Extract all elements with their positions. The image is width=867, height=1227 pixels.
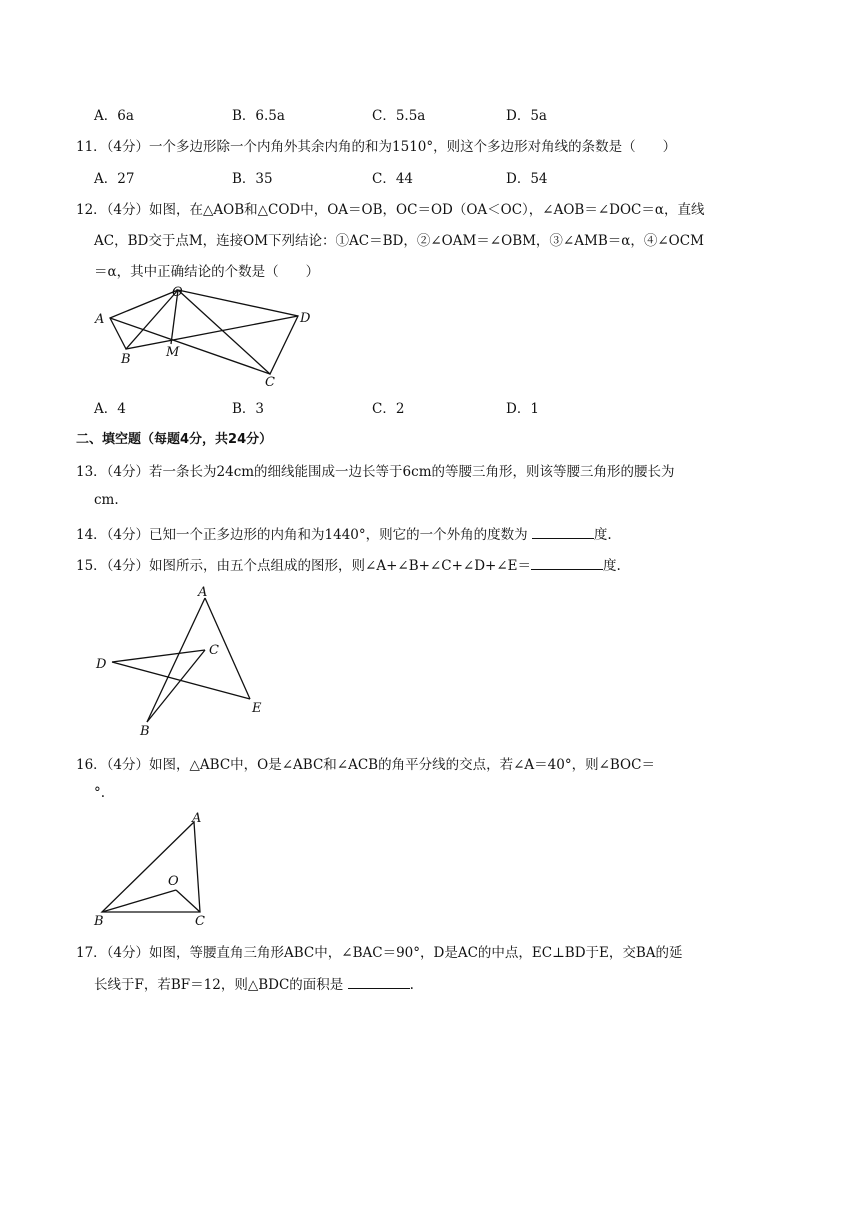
label-a: A (95, 312, 105, 327)
q11-option-b: B．35 (232, 171, 273, 187)
q15-text: 15．（4分）如图所示，由五个点组成的图形，则∠A+∠B+∠C+∠D+∠E＝ (76, 558, 531, 574)
q15-figure (92, 582, 272, 742)
q12-option-c: C．2 (372, 401, 405, 417)
q11-option-c: C．44 (372, 171, 414, 187)
q12-line1: 12．（4分）如图，在△AOB和△COD中，OA＝OB，OC＝OD（OA＜OC），∠AOB＝∠DOC＝α，直线 (76, 202, 705, 218)
label-o: O (168, 874, 179, 889)
q15-line (76, 554, 621, 574)
q16-line1: 16．（4分）如图，△ABC中，O是∠ABC和∠ACB的角平分线的交点，若∠A＝40°，则∠BOC＝ (76, 757, 655, 773)
q13-line1: 13．（4分）若一条长为24cm的细线能围成一边长等于6cm的等腰三角形，则该等腰三角形的腰长为 (76, 464, 675, 480)
q12-option-a: A．4 (94, 401, 126, 417)
q11-option-d: D．54 (506, 171, 548, 187)
line-dc (112, 650, 205, 662)
q12-figure (88, 282, 318, 388)
q14-line (76, 523, 612, 543)
triangle-cod (178, 290, 298, 374)
q12-line2: AC，BD交于点M，连接OM下列结论：①AC＝BD，②∠OAM＝∠OBM，③∠AMB＝α，④∠OCM (94, 233, 704, 249)
q16-line2: °. (94, 785, 106, 801)
line-co (176, 890, 200, 912)
q17-line2-wrap (94, 973, 414, 993)
label-o: O (172, 285, 183, 300)
section-2-heading: 二、填空题（每题4分，共24分） (76, 432, 273, 447)
q11-text: 11．（4分）一个多边形除一个内角外其余内角的和为1510°，则这个多边形对角线的条数是（ ） (76, 139, 677, 155)
label-e: E (252, 701, 262, 716)
q12-line3: ＝α，其中正确结论的个数是（ ） (94, 264, 320, 280)
triangle-aob (110, 290, 178, 349)
q17-answer-blank (348, 976, 410, 989)
label-d: D (96, 657, 107, 672)
q17-line1: 17．（4分）如图，等腰直角三角形ABC中，∠BAC＝90°，D是AC的中点，EC⊥BD于E，交BA的延 (76, 945, 683, 961)
q14-suffix: 度. (593, 527, 612, 543)
label-b: B (140, 724, 150, 739)
label-a: A (198, 585, 208, 600)
q12-option-d: D．1 (506, 401, 539, 417)
q10-option-a: A．6a (94, 108, 134, 124)
q15-answer-blank (531, 557, 603, 570)
label-c: C (195, 914, 205, 929)
q12-option-b: B．3 (232, 401, 265, 417)
q13-line2: cm. (94, 492, 119, 508)
q10-option-d: D．5a (506, 108, 547, 124)
q10-option-b: B．6.5a (232, 108, 285, 124)
q14-answer-blank (532, 526, 594, 539)
label-c: C (209, 643, 219, 658)
label-m: M (166, 345, 180, 360)
q14-text: 14．（4分）已知一个正多边形的内角和为1440°，则它的一个外角的度数为 (76, 527, 528, 543)
q17-line2: 长线于F，若BF＝12，则△BDC的面积是 (94, 977, 344, 993)
label-a: A (192, 811, 202, 826)
label-b: B (121, 352, 131, 367)
label-b: B (94, 914, 104, 929)
q11-option-a: A．27 (94, 171, 135, 187)
q10-option-c: C．5.5a (372, 108, 426, 124)
q15-suffix: 度. (603, 558, 621, 574)
label-d: D (300, 311, 311, 326)
label-c: C (265, 375, 275, 388)
q17-suffix: . (409, 977, 414, 993)
q16-figure (88, 808, 218, 930)
